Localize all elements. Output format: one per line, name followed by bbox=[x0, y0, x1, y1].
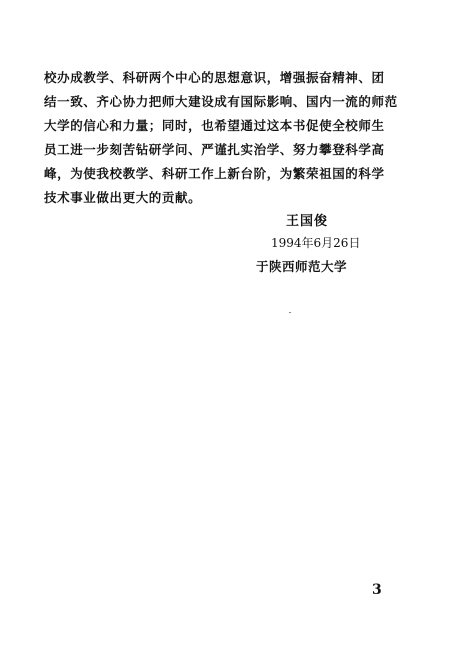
text-line-2: 结一致、齐心协力把师大建设成有国际影响、国内一流的师范 bbox=[44, 94, 398, 109]
text-line-4: 员工进一步刻苦钻研学问、严谨扎实治学、努力攀登科学高 bbox=[44, 142, 385, 157]
text-line-3: 大学的信心和力量；同时，也希望通过这本书促使全校师生 bbox=[44, 118, 385, 133]
scan-speck bbox=[289, 312, 291, 313]
text-line-6: 技术事业做出更大的贡献。 bbox=[44, 190, 202, 205]
signature-date: 1994年6月26日 bbox=[271, 236, 361, 250]
page-number: 3 bbox=[372, 582, 382, 598]
author-name: 王国俊 bbox=[286, 214, 329, 229]
text-line-1: 校办成教学、科研两个中心的思想意识，增强振奋精神、团 bbox=[44, 70, 385, 85]
text-line-5: 峰，为使我校教学、科研工作上新台阶，为繁荣祖国的科学 bbox=[44, 166, 385, 181]
body-paragraph bbox=[44, 66, 404, 210]
signature-place: 于陕西师范大学 bbox=[256, 259, 348, 274]
